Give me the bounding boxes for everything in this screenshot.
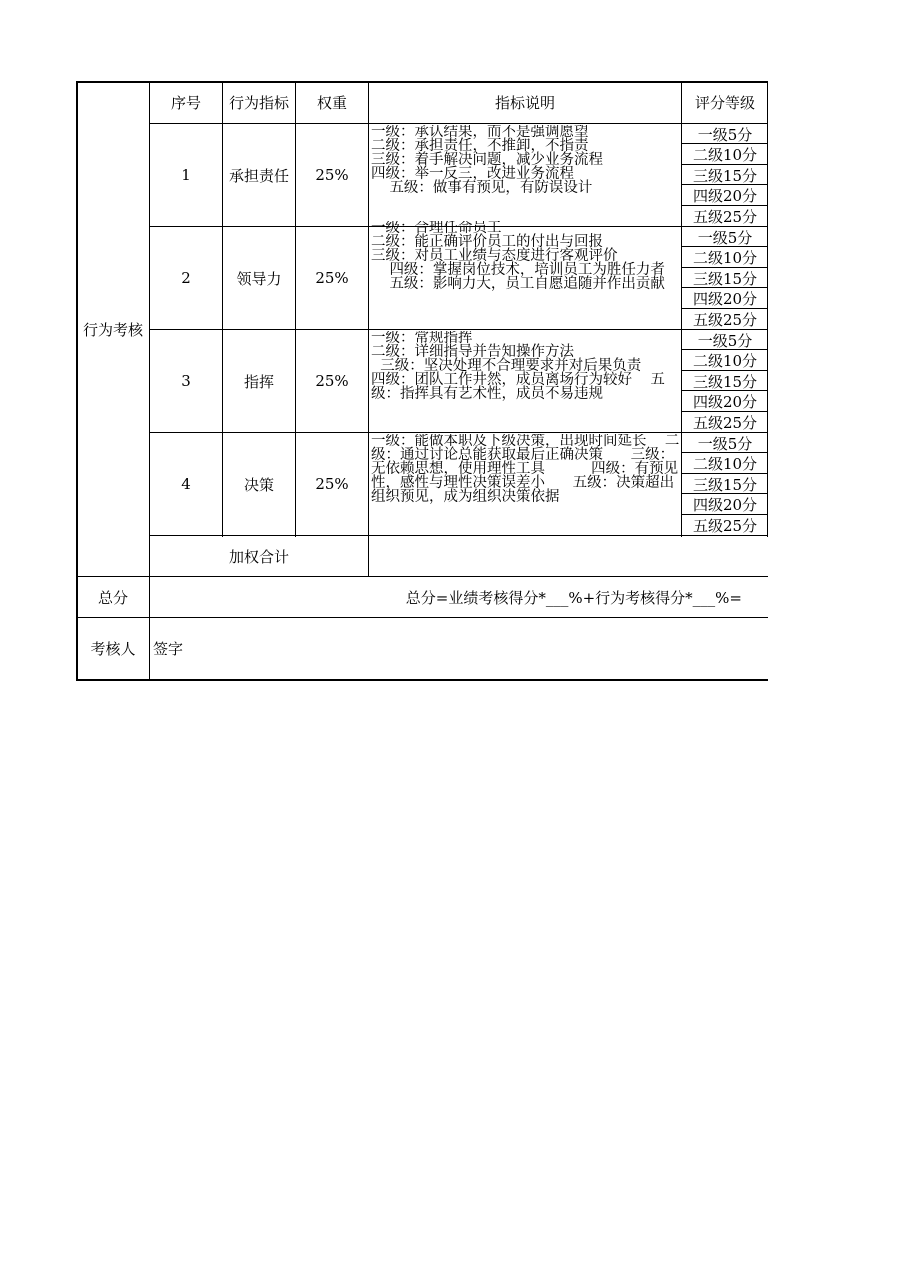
row-2-description: 一级：合理任命员工 二级：能正确评价员工的付出与回报 三级：对员工业绩与态度进行客观评价 四级：掌握岗位技术，培训员工为胜任力者 五级：影响力大，员工自愿追随并作出贡献	[371, 221, 665, 292]
header-indicator: 行为指标	[228, 94, 289, 112]
row-2-index: 2	[181, 269, 191, 287]
total-label: 总分	[97, 588, 128, 607]
header-description: 指标说明	[494, 94, 555, 112]
assessor-label: 考核人	[90, 640, 136, 658]
row-1-index: 1	[181, 166, 191, 184]
rating-level-cell[interactable]: 三级15分	[692, 372, 758, 391]
row-1-description: 一级：承认结果，而不是强调愿望 二级：承担责任，不推卸，不指责 三级：着手解决问题，减少业务流程 四级：举一反三，改进业务流程 五级：做事有预见，有防误设计	[371, 125, 603, 196]
rating-level-cell[interactable]: 三级15分	[692, 475, 758, 494]
rating-level-cell[interactable]: 四级20分	[692, 290, 758, 308]
rating-level-cell[interactable]: 四级20分	[692, 393, 758, 411]
rating-level-cell[interactable]: 一级5分	[697, 228, 753, 247]
row-1-indicator: 承担责任	[228, 166, 289, 185]
assessor-signature[interactable]: 签字	[153, 640, 184, 658]
row-2-indicator: 领导力	[236, 269, 282, 288]
row-3-index: 3	[181, 372, 191, 390]
row-1-weight: 25%	[315, 166, 349, 184]
rating-level-cell[interactable]: 三级15分	[692, 269, 758, 288]
rating-level-cell[interactable]: 三级15分	[692, 166, 758, 185]
rating-level-cell[interactable]: 四级20分	[692, 187, 758, 205]
row-4-indicator: 决策	[243, 475, 274, 494]
rating-level-cell[interactable]: 五级25分	[692, 413, 758, 432]
rating-level-cell[interactable]: 二级10分	[692, 146, 758, 164]
header-weight: 权重	[316, 94, 347, 112]
weighted-total-label: 加权合计	[228, 547, 289, 566]
row-3-description: 一级：常规指挥 二级：详细指导并告知操作方法 三级：坚决处理不合理要求并对后果负责 四级：团队工作井然，成员离场行为较好 五级：指挥具有艺术性，成员不易违规	[371, 331, 665, 402]
row-4-description: 一级：能做本职及下级决策，出现时间延长 二级：通过讨论总能获取最后正确决策 三级：无依赖思想，使用理性工具 四级：有预见性，感性与理性决策误差小 五级：决策超出组织预见，成为组织决策依据	[371, 434, 680, 505]
rating-level-cell[interactable]: 四级20分	[692, 496, 758, 514]
header-rating: 评分等级	[694, 94, 755, 112]
row-3-indicator: 指挥	[243, 372, 274, 391]
row-3-weight: 25%	[315, 372, 349, 390]
table-border-bottom	[76, 679, 768, 681]
section-label: 行为考核	[82, 320, 143, 339]
rating-level-cell[interactable]: 一级5分	[697, 434, 753, 453]
rating-level-cell[interactable]: 五级25分	[692, 516, 758, 535]
weighted-total-value[interactable]	[369, 536, 768, 576]
row-2-weight: 25%	[315, 269, 349, 287]
row-4-index: 4	[181, 475, 191, 493]
rating-level-cell[interactable]: 五级25分	[692, 207, 758, 226]
rating-level-cell[interactable]: 五级25分	[692, 310, 758, 329]
total-formula: 总分=业绩考核得分*___%+行为考核得分*___%=	[405, 588, 742, 607]
header-index: 序号	[170, 94, 201, 112]
rating-level-cell[interactable]: 二级10分	[692, 249, 758, 267]
rating-level-cell[interactable]: 二级10分	[692, 455, 758, 473]
row-4-weight: 25%	[315, 475, 349, 493]
rating-level-cell[interactable]: 一级5分	[697, 125, 753, 144]
rating-level-cell[interactable]: 一级5分	[697, 331, 753, 350]
rating-level-cell[interactable]: 二级10分	[692, 352, 758, 370]
